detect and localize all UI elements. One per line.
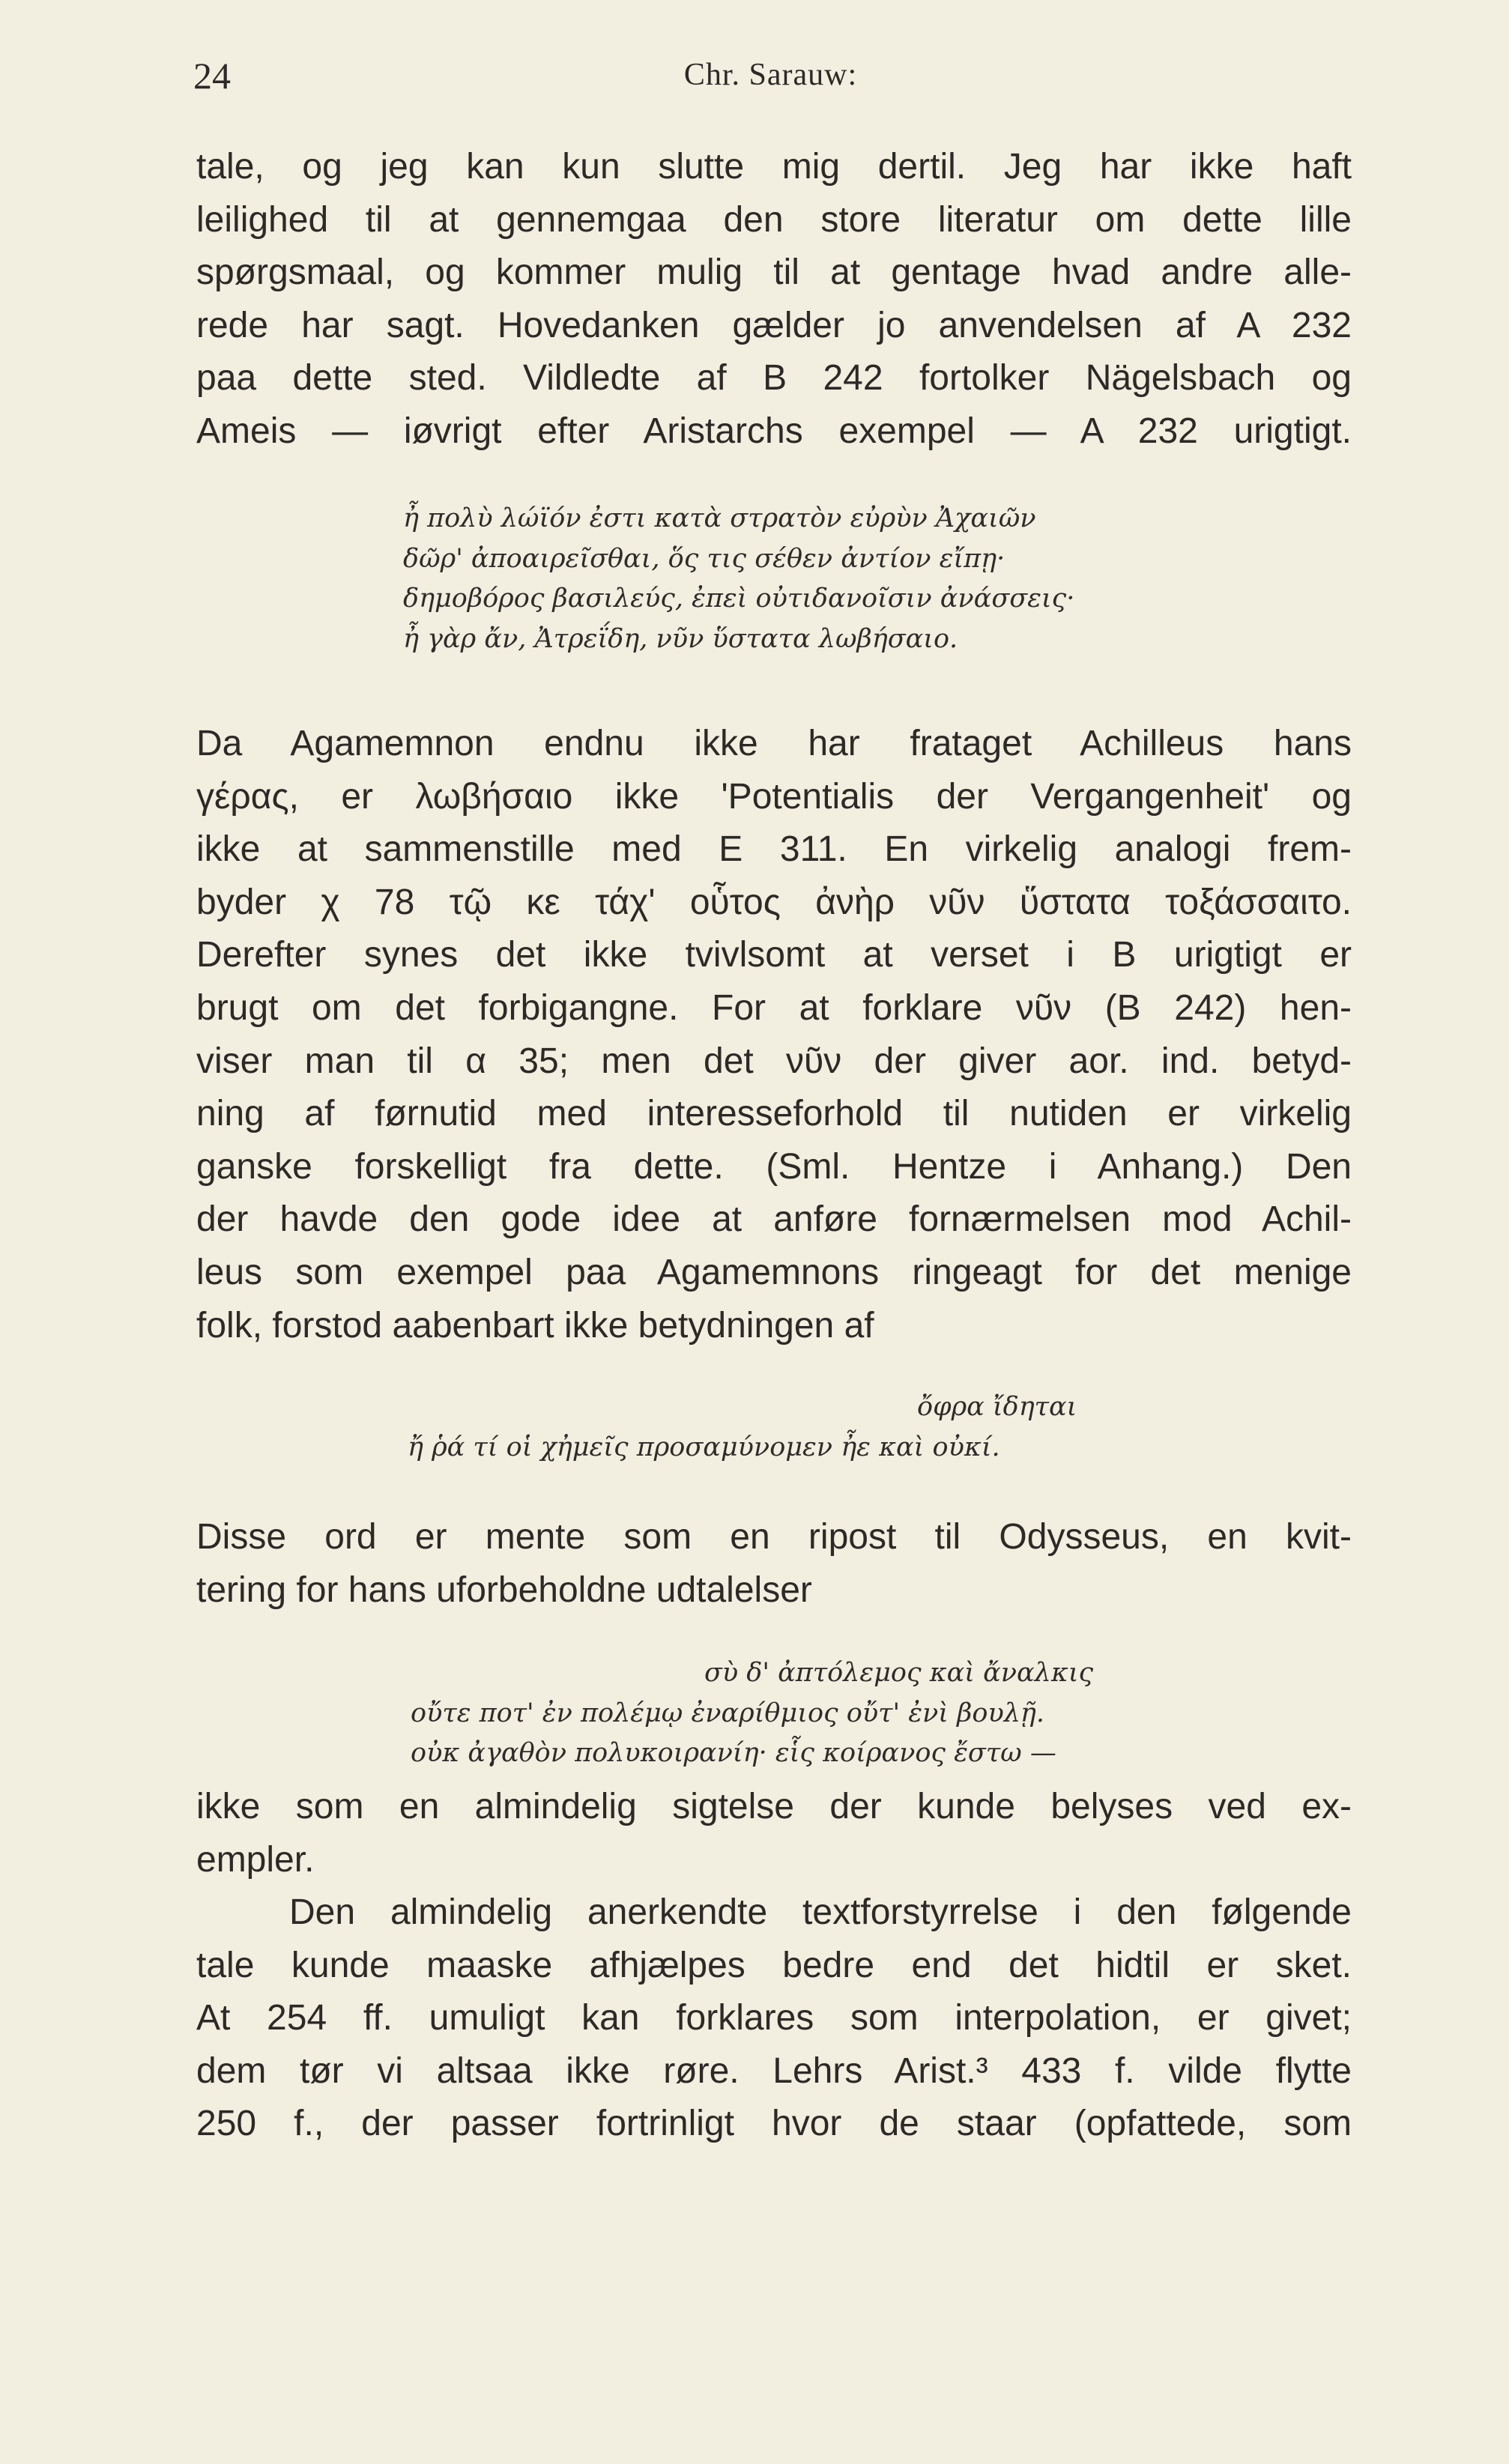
text-line: ganske forskelligt fra dette. (Sml. Hentze i Anhang.) Den xyxy=(196,1146,1352,1187)
text-line: empler. xyxy=(196,1839,315,1880)
quote-line: ἦ γὰρ ἄν, Ἀτρεΐδη, νῦν ὕστατα λωβήσαιο. xyxy=(403,623,958,654)
text-line: tering for hans uforbeholdne udtalelser xyxy=(196,1569,812,1610)
page-header xyxy=(193,54,1348,106)
greek-quote-3 xyxy=(411,1653,1093,1774)
text-line: Disse ord er mente som en ripost til Odysseus, en kvit- xyxy=(196,1517,1352,1557)
text-line: der havde den gode idee at anføre fornærmelsen mod Achil- xyxy=(196,1199,1352,1240)
text-line: viser man til α 35; men det νῦν der giver aor. ind. betyd- xyxy=(196,1041,1352,1081)
text-line: leus som exempel paa Agamemnons ringeagt for det menige xyxy=(196,1252,1352,1292)
greek-quote-1 xyxy=(403,499,1074,659)
paragraph-2 xyxy=(196,718,1352,1352)
running-head: Chr. Sarauw: xyxy=(683,58,858,92)
text-line: dem tør vi altsaa ikke røre. Lehrs Arist.³ 433 f. vilde flytte xyxy=(196,2050,1352,2091)
text-line: Da Agamemnon endnu ikke har frataget Achilleus hans xyxy=(196,724,1352,763)
quote-line: ἦ πολὺ λώϊόν ἐστι κατὰ στρατὸν εὐρὺν Ἀχαιῶν xyxy=(403,503,1036,533)
text-line: 250 f., der passer fortrinligt hvor de staar (opfattede, som xyxy=(196,2104,1352,2144)
text-line: brugt om det forbigangne. For at forklare νῦν (B 242) hen- xyxy=(196,987,1352,1028)
quote-line: ἤ ῥά τί οἱ χἠμεῖς προσαμύνομεν ἦε καὶ οὐκί. xyxy=(408,1432,1000,1462)
paragraph-5 xyxy=(196,1886,1352,2151)
text-line: byder χ 78 τῷ κε τάχ' οὗτος ἀνὴρ νῦν ὕστατα τοξάσσαιτο. xyxy=(196,882,1352,922)
text-line: leilighed til at gennemgaa den store literatur om dette lille xyxy=(196,199,1352,240)
paragraph-3 xyxy=(196,1511,1352,1617)
text-line: rede har sagt. Hovedanken gælder jo anvendelsen af A 232 xyxy=(196,305,1352,345)
text-line: Den almindelig anerkendte textforstyrrelse i den følgende xyxy=(289,1892,1352,1932)
quote-line: δῶρ' ἀποαιρεῖσθαι, ὅς τις σέθεν ἀντίον εἴπῃ· xyxy=(403,543,1006,574)
text-line: Ameis — iøvrigt efter Aristarchs exempel — A 232 urigtigt. xyxy=(196,411,1352,451)
text-line: ikke at sammenstille med E 311. En virkelig analogi frem- xyxy=(196,829,1352,870)
text-line: ikke som en almindelig sigtelse der kunde belyses ved ex- xyxy=(196,1787,1352,1826)
text-line: At 254 ff. umuligt kan forklares som interpolation, er givet; xyxy=(196,1998,1352,2038)
text-line: Derefter synes det ikke tvivlsomt at verset i B urigtigt er xyxy=(196,935,1352,975)
quote-line: δημοβόρος βασιλεύς, ἐπεὶ οὐτιδανοῖσιν ἀνάσσεις· xyxy=(403,584,1075,614)
text-line: folk, forstod aabenbart ikke betydningen af xyxy=(196,1305,874,1345)
quote-line: σὺ δ' ἀπτόλεμος καὶ ἄναλκις xyxy=(704,1658,1094,1688)
text-line: tale kunde maaske afhjælpes bedre end det hidtil er sket. xyxy=(196,1945,1352,1985)
quote-line: οὐκ ἀγαθὸν πολυκοιρανίη· εἷς κοίρανος ἔστω — xyxy=(411,1738,1056,1768)
text-line: ning af førnutid med interesseforhold til nutiden er virkelig xyxy=(196,1094,1352,1134)
page-number: 24 xyxy=(193,55,231,97)
quote-line: ὄφρα ἴδηται xyxy=(917,1392,1077,1422)
text-line: paa dette sted. Vildledte af B 242 fortolker Nägelsbach og xyxy=(196,358,1352,399)
text-line: γέρας, er λωβήσαιο ikke 'Potentialis der Vergangenheit' og xyxy=(196,776,1352,817)
greek-quote-2 xyxy=(408,1387,1077,1468)
paragraph-4 xyxy=(196,1781,1352,1886)
quote-line: οὔτε ποτ' ἐν πολέμῳ ἐναρίθμιος οὔτ' ἐνὶ βουλῇ. xyxy=(411,1698,1044,1728)
text-line: tale, og jeg kan kun slutte mig dertil. Jeg har ikke haft xyxy=(196,147,1352,187)
text-line: spørgsmaal, og kommer mulig til at gentage hvad andre alle- xyxy=(196,252,1352,293)
paragraph-1 xyxy=(196,141,1352,458)
